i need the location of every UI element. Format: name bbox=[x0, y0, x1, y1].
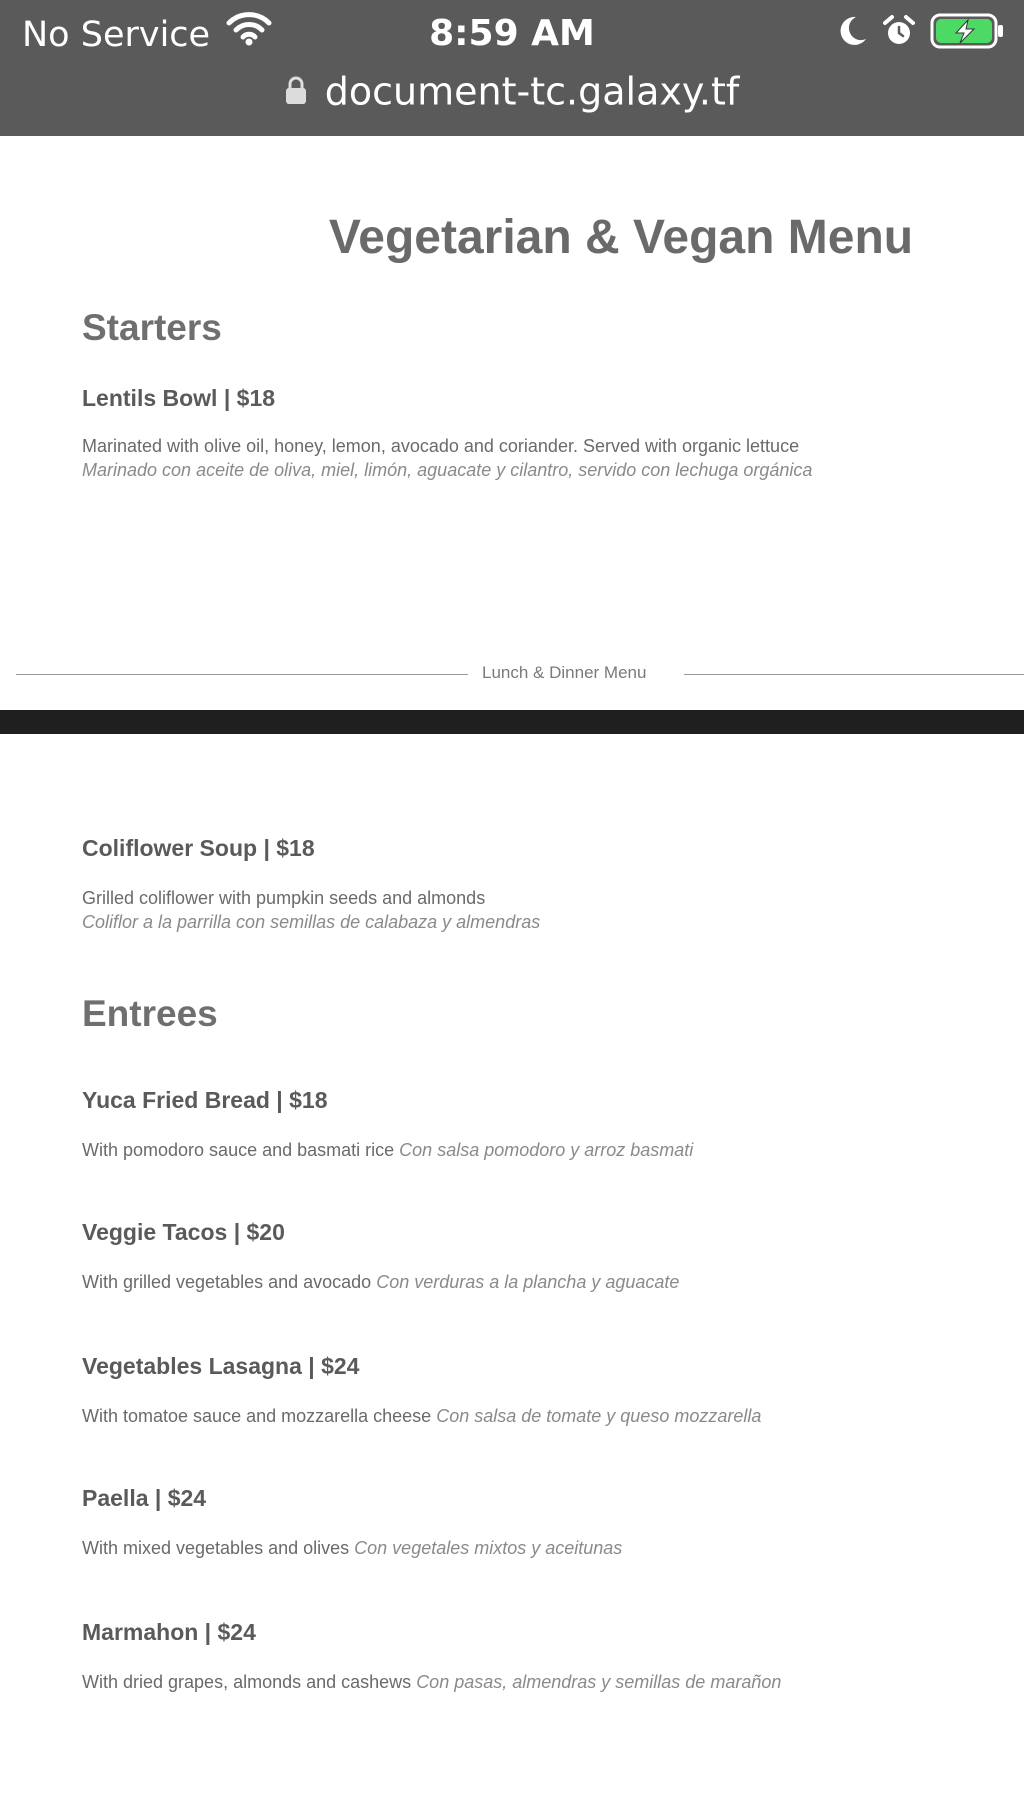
menu-item-desc-es: Con salsa de tomate y queso mozzarella bbox=[436, 1406, 762, 1426]
footer-divider-left bbox=[16, 674, 468, 675]
menu-item-title: Paella | $24 bbox=[82, 1485, 207, 1511]
moon-icon bbox=[836, 14, 868, 53]
menu-item-desc bbox=[82, 1404, 761, 1429]
document-page-2 bbox=[0, 734, 1024, 1818]
section-heading-entrees: Entrees bbox=[82, 993, 218, 1034]
menu-item-desc-es: Con salsa pomodoro y arroz basmati bbox=[399, 1140, 694, 1160]
menu-item-title: Veggie Tacos | $20 bbox=[82, 1219, 285, 1245]
carrier-label: No Service bbox=[22, 14, 211, 55]
menu-item-desc-es: Marinado con aceite de oliva, miel, limón, aguacate y cilantro, servido con lechuga orgánica bbox=[82, 460, 813, 480]
menu-item-desc-en: With grilled vegetables and avocado bbox=[82, 1272, 372, 1292]
menu-item-desc bbox=[82, 1270, 679, 1295]
page-footer bbox=[16, 656, 1024, 686]
menu-item-desc bbox=[82, 1670, 781, 1695]
menu-item-title: Marmahon | $24 bbox=[82, 1619, 256, 1645]
menu-item-desc-es: Con pasas, almendras y semillas de marañon bbox=[416, 1672, 782, 1692]
lock-icon bbox=[285, 67, 307, 117]
menu-item-title: Lentils Bowl | $18 bbox=[82, 385, 276, 411]
footer-label: Lunch & Dinner Menu bbox=[482, 663, 647, 682]
clock: 8:59 AM bbox=[429, 13, 595, 54]
menu-item-desc bbox=[82, 1138, 693, 1163]
menu-item-desc bbox=[82, 1536, 622, 1561]
menu-item-desc-en: With pomodoro sauce and basmati rice bbox=[82, 1140, 395, 1160]
menu-item-title: Coliflower Soup | $18 bbox=[82, 835, 315, 861]
menu-item-desc-en: With mixed vegetables and olives bbox=[82, 1538, 350, 1558]
menu-item-desc-es: Con verduras a la plancha y aguacate bbox=[376, 1272, 680, 1292]
page-title: Vegetarian & Vegan Menu bbox=[328, 211, 914, 264]
section-heading-starters: Starters bbox=[82, 307, 222, 348]
menu-item-title: Vegetables Lasagna | $24 bbox=[82, 1353, 360, 1379]
status-right bbox=[836, 12, 1006, 55]
page-separator bbox=[0, 710, 1024, 734]
footer-divider-right bbox=[684, 674, 1024, 675]
url-text: document-tc.galaxy.tf bbox=[324, 69, 740, 114]
battery-charging-icon bbox=[930, 12, 1006, 55]
address-bar[interactable] bbox=[0, 64, 1024, 117]
menu-item-desc-es: Con vegetales mixtos y aceitunas bbox=[354, 1538, 623, 1558]
menu-item-desc-en: With tomatoe sauce and mozzarella cheese bbox=[82, 1406, 432, 1426]
menu-item-desc-en: With dried grapes, almonds and cashews bbox=[82, 1672, 412, 1692]
alarm-icon bbox=[882, 14, 916, 53]
document-page-1 bbox=[0, 136, 1024, 710]
menu-item-desc-es: Coliflor a la parrilla con semillas de calabaza y almendras bbox=[82, 912, 541, 932]
menu-item-desc-en: Marinated with olive oil, honey, lemon, avocado and coriander. Served with organic lettuce bbox=[82, 436, 800, 456]
menu-item-desc-en: Grilled coliflower with pumpkin seeds and almonds bbox=[82, 888, 486, 908]
browser-chrome bbox=[0, 0, 1024, 136]
menu-item-title: Yuca Fried Bread | $18 bbox=[82, 1087, 328, 1113]
